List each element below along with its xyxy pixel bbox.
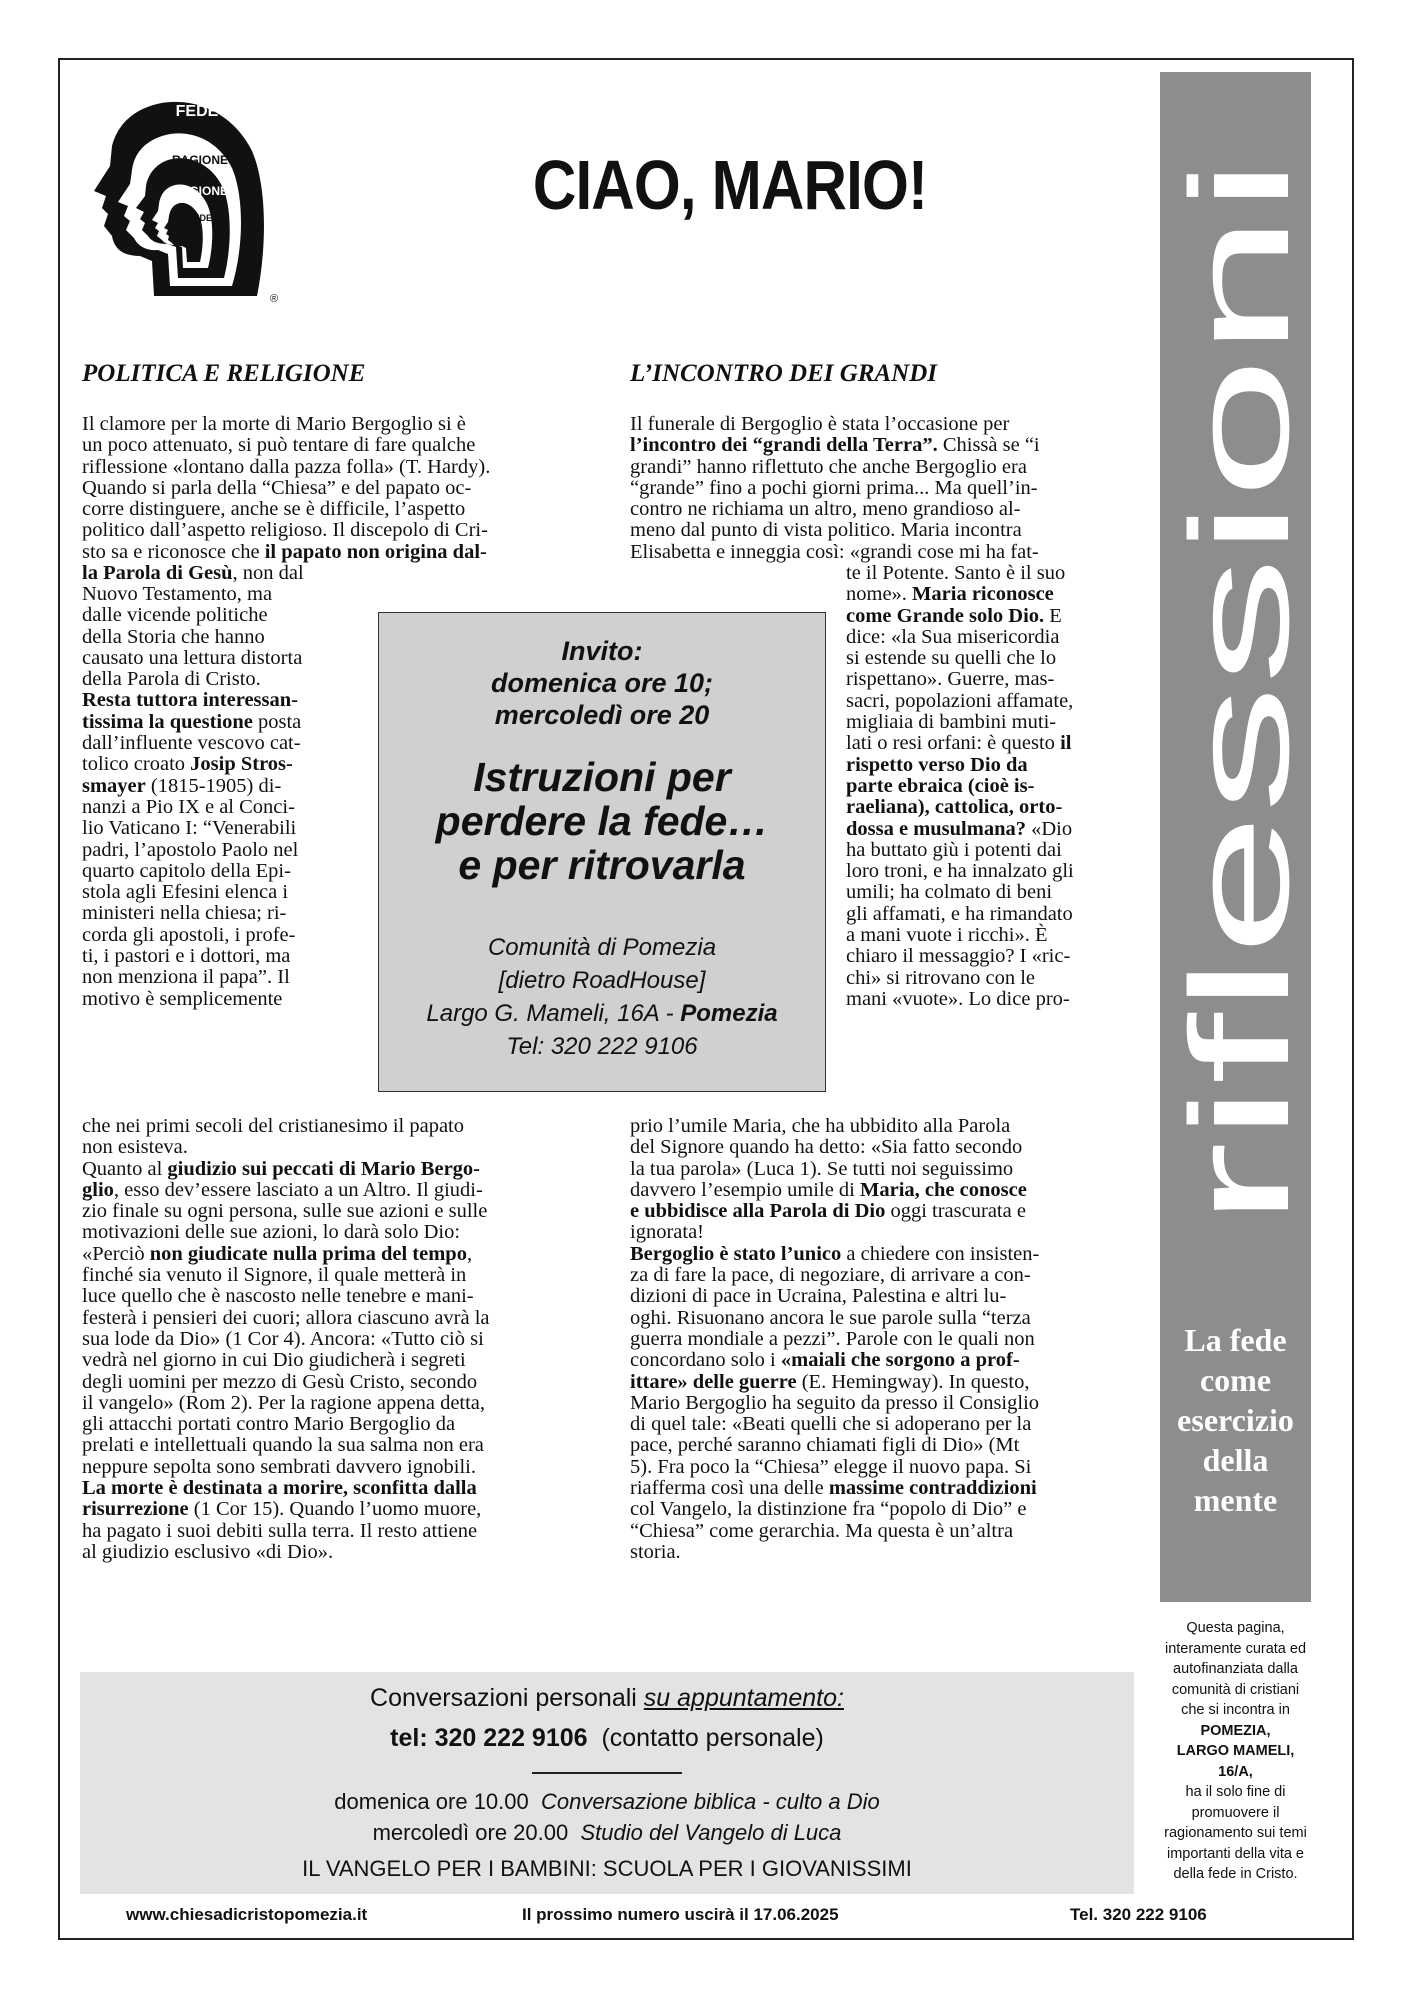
text-line: migliaia di bambini muti-	[846, 711, 1057, 734]
text-line: Mario Bergoglio ha seguito da presso il Consiglio	[630, 1391, 1040, 1414]
text-line: grandi” hanno riflettuto che anche Bergoglio era	[630, 455, 1027, 478]
text-line: Nuovo Testamento, ma	[82, 583, 273, 605]
text-line: glio, esso dev’essere lasciato a un Altro. Il giudi-	[82, 1178, 483, 1201]
text-line: dalle vicende politiche	[82, 604, 268, 627]
text-line: Il clamore per la morte di Mario Bergoglio si è	[82, 413, 466, 435]
text-line: l’incontro dei “grandi della Terra”. Chissà se “i	[630, 434, 1040, 457]
invite-title-line: Istruzioni per	[473, 754, 731, 800]
text-line: si estende su quelli che lo	[846, 647, 1057, 670]
text-line: luce quello che è nascosto nelle tenebre e mani-	[82, 1285, 474, 1308]
text-line: corda gli apostoli, i profe-	[82, 923, 296, 946]
note-line: promuovere il	[1191, 1804, 1280, 1821]
invite-title-line: perdere la fede…	[435, 798, 769, 844]
text-line: ministeri nella chiesa; ri-	[82, 902, 287, 925]
note-line: importanti della vita e	[1166, 1845, 1304, 1862]
text-line: La morte è destinata a morire, sconfitta dalla	[82, 1477, 477, 1500]
riflessioni-word: riflessioni	[1161, 643, 1311, 1227]
invite-box	[378, 612, 826, 1092]
note-line: ragionamento sui temi	[1164, 1825, 1307, 1841]
text-line: finché sia venuto il Signore, il quale metterà in	[82, 1264, 467, 1287]
left-column-main	[82, 1116, 582, 1563]
text-line: meno dal punto di vista politico. Maria incontra	[630, 519, 1022, 542]
text-line: prelati e intellettuali quando la sua salma non era	[82, 1434, 484, 1457]
note-line: della fede in Cristo.	[1173, 1866, 1298, 1882]
text-line: di quel tale: «Beati quelli che si adoperano per la	[630, 1413, 1032, 1436]
text-line: al giudizio esclusivo «di Dio».	[82, 1540, 334, 1563]
text-line: del Signore quando ha detto: «Sia fatto secondo	[630, 1136, 1023, 1159]
text-line: zio finale su ogni persona, sulle sue azioni e sulle	[82, 1200, 488, 1223]
text-line: nanzi a Pio IX e al Conci-	[82, 795, 295, 818]
invite-community: Comunità di Pomezia	[487, 934, 717, 961]
text-line: lio Vaticano I: “Venerabili	[82, 817, 297, 840]
sidebar-note	[1160, 1618, 1311, 1885]
text-line: che nei primi secoli del cristianesimo il papato	[82, 1115, 464, 1137]
text-line: tissima la questione posta	[82, 710, 302, 733]
invite-address	[379, 931, 825, 1063]
text-line: della Parola di Cristo.	[82, 668, 261, 691]
footer-website[interactable]: www.chiesadicristopomezia.it	[126, 1905, 368, 1924]
invite-phone: Tel: 320 222 9106	[506, 1033, 698, 1060]
text-line: come Grande solo Dio. E	[846, 604, 1062, 627]
text-line: non menziona il papa”. Il	[82, 966, 290, 989]
invite-schedule: mercoledì ore 20	[494, 700, 710, 730]
text-line: “Chiesa” come gerarchia. Ma questa è un’altra	[630, 1519, 1014, 1542]
invite-landmark: [dietro RoadHouse]	[498, 967, 706, 994]
logo-word-fede-2: FEDE	[187, 213, 213, 223]
text-line: loro troni, e ha innalzato gli	[846, 860, 1074, 883]
text-line: col Vangelo, la distinzione fra “popolo di Dio” e	[630, 1498, 1027, 1521]
text-line: dice: «la Sua misericordia	[846, 625, 1060, 648]
phone-line: tel: 320 222 9106 (contatto personale)	[390, 1724, 824, 1752]
divider	[532, 1772, 682, 1774]
text-line: te il Potente. Santo è il suo	[846, 562, 1066, 584]
logo-word-ragione: RAGIONE	[171, 153, 229, 167]
text-line: «Perciò non giudicate nulla prima del tempo,	[82, 1242, 473, 1265]
text-line: Elisabetta e inneggia così: «grandi cose mi ha fat-	[630, 540, 1039, 563]
invite-title	[379, 755, 825, 887]
text-line: Quanto al giudizio sui peccati di Mario Bergo-	[82, 1157, 481, 1180]
note-line: ha il solo fine di	[1185, 1784, 1286, 1800]
right-column-heading: L’INCONTRO DEI GRANDI	[630, 360, 937, 387]
text-line: rispetto verso Dio da	[846, 753, 1028, 776]
text-line: non esisteva.	[82, 1136, 188, 1159]
text-line: tolico croato Josip Stros-	[82, 753, 293, 776]
appointments-box	[80, 1672, 1134, 1894]
text-line: neppure sepolta sono sembrati davvero ignobili.	[82, 1455, 476, 1478]
text-line: gli attacchi portati contro Mario Bergoglio da	[82, 1413, 456, 1436]
text-line: padri, l’apostolo Paolo nel	[82, 838, 299, 861]
text-line: guerra mondiale a pezzi”. Parole con le quali non	[630, 1327, 1035, 1350]
text-line: umili; ha colmato di beni	[846, 881, 1053, 904]
text-line: riflessione «lontano dalla pazza folla» (T. Hardy).	[82, 455, 491, 478]
text-line: za di fare la pace, di negoziare, di arrivare a con-	[630, 1264, 1031, 1287]
schedule	[80, 1786, 1134, 1848]
left-column-heading: POLITICA E RELIGIONE	[82, 360, 366, 387]
text-line: sto sa e riconosce che il papato non origina dal-	[82, 540, 487, 563]
text-line: parte ebraica (cioè is-	[846, 774, 1035, 797]
text-line: causato una lettura distorta	[82, 646, 303, 669]
text-line: degli uomini per mezzo di Gesù Cristo, secondo	[82, 1370, 478, 1393]
right-column-narrow	[846, 563, 1130, 1010]
text-line: quarto capitolo della Epi-	[82, 859, 291, 882]
text-line: risurrezione (1 Cor 15). Quando l’uomo muore,	[82, 1498, 482, 1521]
tagline-line: come	[1199, 1362, 1272, 1398]
text-line: dossa e musulmana? «Dio	[846, 817, 1073, 840]
invite-title-line: e per ritrovarla	[458, 842, 746, 888]
text-line: ti, i pastori e i dottori, ma	[82, 945, 291, 968]
text-line: davvero l’esempio umile di Maria, che conosce	[630, 1178, 1027, 1201]
text-line: motivazioni delle sue azioni, lo darà solo Dio:	[82, 1221, 461, 1244]
footer-next-issue: Il prossimo numero uscirà il 17.06.2025	[522, 1905, 839, 1924]
note-place: POMEZIA,	[1200, 1722, 1271, 1739]
text-line: Resta tuttora interessan-	[82, 689, 298, 712]
text-line: pace, perché saranno chiamati figli di Dio» (Mt	[630, 1434, 1020, 1457]
sidebar-panel	[1160, 72, 1311, 1602]
left-column-narrow	[82, 584, 362, 1010]
invite-label: Invito:	[561, 636, 643, 666]
text-line: ignorata!	[630, 1221, 704, 1244]
conversations-line: Conversazioni personali su appuntamento:	[370, 1684, 844, 1712]
registered-mark: ®	[270, 293, 279, 305]
text-line: ha pagato i suoi debiti sulla terra. Il resto attiene	[82, 1519, 478, 1542]
text-line: festerà i pensieri dei cuori; allora ciascuno avrà la	[82, 1306, 490, 1329]
text-line: vedrà nel giorno in cui Dio giudicherà i segreti	[82, 1349, 466, 1372]
text-line: la Parola di Gesù, non dal	[82, 562, 304, 585]
schedule-wednesday: mercoledì ore 20.00 Studio del Vangelo di Luca	[372, 1820, 842, 1845]
text-line: concordano solo i «maiali che sorgono a prof-	[630, 1349, 1020, 1372]
text-line: il vangelo» (Rom 2). Per la ragione appena detta,	[82, 1391, 486, 1414]
note-line: interamente curata ed	[1164, 1640, 1307, 1657]
invite-header	[379, 635, 825, 731]
text-line: Quando si parla della “Chiesa” e del papato oc-	[82, 476, 472, 499]
text-line: “grande” fino a pochi giorni prima... Ma quell’in-	[630, 476, 1038, 499]
text-line: dall’influente vescovo cat-	[82, 732, 301, 755]
right-column-intro	[630, 414, 1130, 563]
text-line: 5). Fra poco la “Chiesa” elegge il nuovo papa. Si	[630, 1455, 1032, 1478]
text-line: raeliana), cattolica, orto-	[846, 796, 1063, 819]
schedule-sunday: domenica ore 10.00 Conversazione biblica - culto a Dio	[334, 1789, 880, 1814]
text-line: un poco attenuato, si può tentare di fare qualche	[82, 434, 476, 457]
tagline-line: La fede	[1184, 1322, 1287, 1358]
text-line: smayer (1815-1905) di-	[82, 774, 282, 797]
sidebar-tagline	[1160, 1320, 1311, 1520]
text-line: nome». Maria riconosce	[846, 583, 1054, 606]
footer-phone: Tel. 320 222 9106	[1070, 1905, 1207, 1924]
sidebar-vertical-word	[1160, 72, 1311, 1272]
tagline-line: mente	[1193, 1482, 1278, 1518]
logo-word-fede: FEDE	[175, 103, 219, 120]
text-line: ha buttato giù i potenti dai	[846, 838, 1062, 861]
text-line: storia.	[630, 1540, 681, 1563]
note-place: LARGO MAMELI, 16/A,	[1176, 1743, 1295, 1780]
text-line: e ubbidisce alla Parola di Dio oggi trascurata e	[630, 1200, 1026, 1223]
text-line: la tua parola» (Luca 1). Se tutti noi seguissimo	[630, 1157, 1014, 1180]
tagline-line: della	[1202, 1442, 1269, 1478]
text-line: a mani vuote i ricchi». È	[846, 924, 1048, 947]
text-line: rispettano». Guerre, mas-	[846, 668, 1055, 691]
text-line: contro ne richiama un altro, meno grandioso al-	[630, 498, 1021, 521]
page-title: CIAO, MARIO!	[532, 146, 928, 224]
fede-ragione-logo	[82, 96, 282, 306]
text-line: sua lode da Dio» (1 Cor 4). Ancora: «Tutto ciò si	[82, 1327, 484, 1350]
text-line: della Storia che hanno	[82, 625, 265, 648]
text-line: corre distinguere, anche se è difficile, l’aspetto	[82, 498, 466, 521]
text-line: gli affamati, e ha rimandato	[846, 902, 1073, 925]
right-column-main	[630, 1116, 1130, 1563]
text-line: politico dall’aspetto religioso. Il discepolo di Cri-	[82, 519, 488, 542]
text-line: prio l’umile Maria, che ha ubbidito alla Parola	[630, 1115, 1011, 1137]
note-line: Questa pagina,	[1186, 1620, 1285, 1636]
note-line: autofinanziata dalla	[1173, 1661, 1298, 1677]
text-line: sacri, popolazioni affamate,	[846, 689, 1074, 712]
kids-school-line: IL VANGELO PER I BAMBINI: SCUOLA PER I GIOVANISSIMI	[302, 1856, 912, 1881]
tagline-line: esercizio	[1177, 1402, 1294, 1438]
text-line: lati o resi orfani: è questo il	[846, 732, 1072, 755]
text-line: chi» si ritrovano con le	[846, 966, 1036, 989]
invite-schedule: domenica ore 10;	[490, 668, 714, 698]
note-line: che si incontra in	[1181, 1702, 1290, 1718]
text-line: oghi. Risuonano ancora le sue parole sulla “terza	[630, 1306, 1031, 1329]
left-column-intro	[82, 414, 582, 584]
note-line: comunità di cristiani	[1171, 1681, 1300, 1698]
text-line: Il funerale di Bergoglio è stata l’occasione per	[630, 413, 1010, 435]
text-line: riafferma così una delle massime contraddizioni	[630, 1477, 1037, 1500]
text-line: chiaro il messaggio? I «ric-	[846, 945, 1071, 968]
text-line: mani «vuote». Lo dice pro-	[846, 987, 1070, 1010]
logo-word-ragione-2: RAGIONE	[171, 184, 229, 198]
text-line: motivo è semplicemente	[82, 987, 283, 1010]
text-line: Bergoglio è stato l’unico a chiedere con insisten-	[630, 1242, 1040, 1265]
invite-street: Largo G. Mameli, 16A - Pomezia	[426, 1000, 778, 1027]
text-line: stola agli Efesini elenca i	[82, 881, 289, 904]
text-line: ittare» delle guerre (E. Hemingway). In questo,	[630, 1370, 1030, 1393]
text-line: dizioni di pace in Ucraina, Palestina e altri lu-	[630, 1285, 1007, 1308]
